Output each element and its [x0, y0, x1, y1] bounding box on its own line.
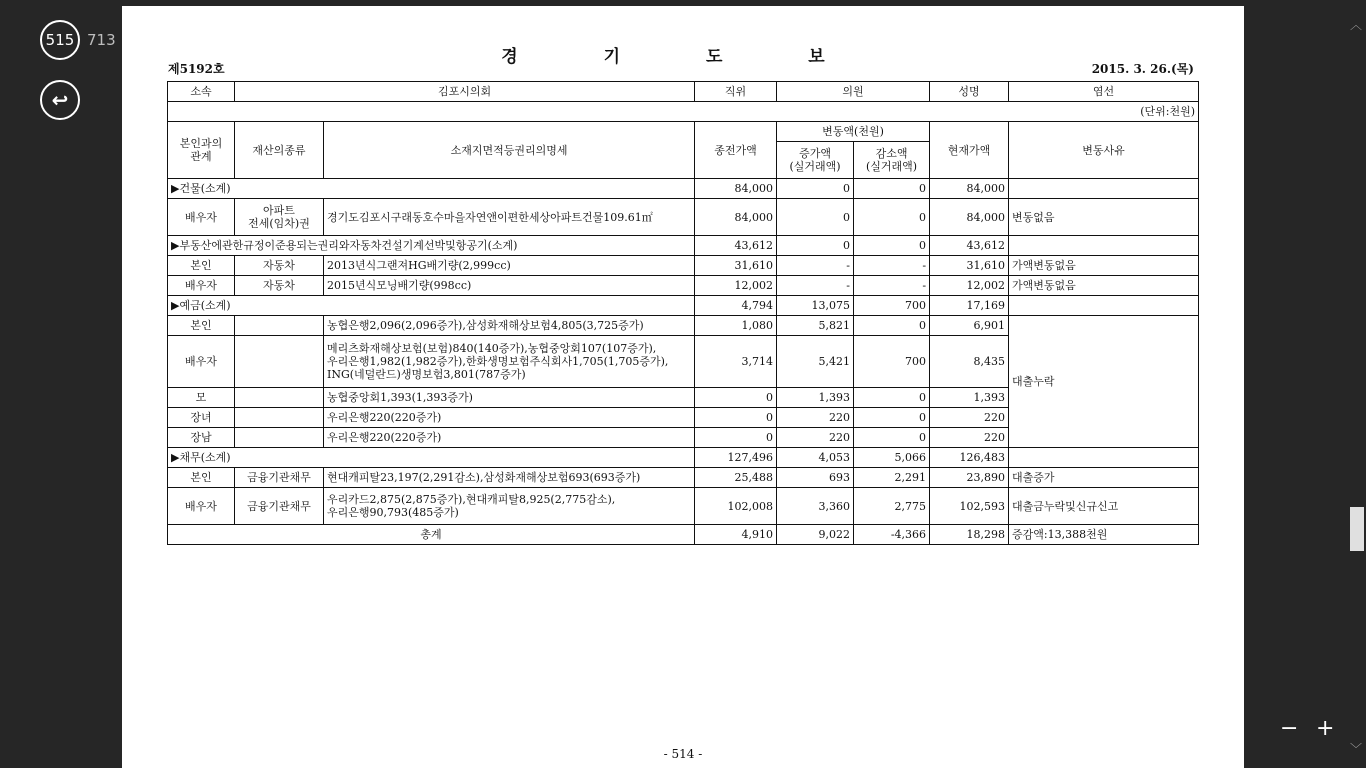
deposit-reason: 대출누락 [1009, 316, 1199, 448]
unit-label: (단위:천원) [168, 102, 1199, 122]
dec-value: 700 [854, 296, 930, 316]
table-row [168, 488, 1199, 525]
total-pages: 713 [87, 31, 116, 49]
dec-value: 2,775 [854, 488, 930, 525]
prev-value: 1,080 [695, 316, 777, 336]
name-cell [930, 82, 1009, 102]
prev-value: 84,000 [695, 199, 777, 236]
inc-value: - [777, 276, 854, 296]
prev-value: 0 [695, 428, 777, 448]
curr-value: 17,169 [930, 296, 1009, 316]
curr-value: 220 [930, 428, 1009, 448]
kind-value [235, 336, 324, 388]
prev-value: 127,496 [695, 448, 777, 468]
reason-value [1009, 179, 1199, 199]
kind-value: 자동차 [235, 276, 324, 296]
curr-value: 31,610 [930, 256, 1009, 276]
col-curr: 현재가액 [930, 122, 1009, 179]
prev-value: 102,008 [695, 488, 777, 525]
page-number: - 514 - [663, 747, 703, 761]
inc-value: 693 [777, 468, 854, 488]
table-row [168, 468, 1199, 488]
name-value: 염선 [1009, 82, 1199, 102]
reason-value: 증감액:13,388천원 [1009, 525, 1199, 545]
dec-value: -4,366 [854, 525, 930, 545]
dec-value: 700 [854, 336, 930, 388]
detail-value: 농협은행2,096(2,096증가),삼성화재해상보험4,805(3,725증가) [324, 316, 695, 336]
reason-value: 가액변동없음 [1009, 276, 1199, 296]
relation-value: 본인 [168, 256, 235, 276]
dec-value: 2,291 [854, 468, 930, 488]
inc-value: 4,053 [777, 448, 854, 468]
curr-value: 84,000 [930, 179, 1009, 199]
prev-value: 84,000 [695, 179, 777, 199]
curr-value: 102,593 [930, 488, 1009, 525]
doc-title: 경 기 도 보 [501, 47, 865, 67]
total-label: 총계 [168, 525, 695, 545]
col-reason: 변동사유 [1009, 122, 1199, 179]
col-change: 변동액(천원) [777, 122, 930, 142]
curr-value: 220 [930, 408, 1009, 428]
curr-value: 8,435 [930, 336, 1009, 388]
current-page-badge[interactable]: 515 [40, 20, 80, 60]
zoom-in-button[interactable]: + [1316, 716, 1335, 741]
curr-value: 1,393 [930, 388, 1009, 408]
zoom-out-button[interactable]: − [1280, 716, 1299, 741]
dec-value: 0 [854, 316, 930, 336]
dec-value: - [854, 256, 930, 276]
inc-value: 5,421 [777, 336, 854, 388]
col-kind: 재산의종류 [235, 122, 324, 179]
kind-value: 금융기관채무 [235, 468, 324, 488]
subtotal-label: ▶채무(소계) [168, 448, 695, 468]
column-header-row-1 [168, 122, 1199, 142]
prev-value: 25,488 [695, 468, 777, 488]
inc-value: 0 [777, 199, 854, 236]
detail-value: 경기도김포시구래동호수마을자연앤이편한세상아파트건물109.61㎡ [324, 199, 695, 236]
subtotal-label: ▶부동산에관한규정이준용되는권리와자동차건설기계선박및항공기(소계) [168, 236, 695, 256]
subtotal-row [168, 448, 1199, 468]
dec-value: 5,066 [854, 448, 930, 468]
reason-value: 가액변동없음 [1009, 256, 1199, 276]
reason-value: 대출금누락및신규신고 [1009, 488, 1199, 525]
detail-value: 2015년식모닝배기량(998cc) [324, 276, 695, 296]
curr-value: 23,890 [930, 468, 1009, 488]
dec-value: 0 [854, 388, 930, 408]
detail-value: 메리츠화재해상보험(보험)840(140증가),농협중앙회107(107증가), 우리은행1,982(1,982증가),한화생명보험주식회사1,705(1,705증가), ING(네덜란드)생명보험3,801(787증가) [324, 336, 695, 388]
reason-value [1009, 448, 1199, 468]
affiliation-label: 소속 [168, 82, 235, 102]
prev-value: 0 [695, 388, 777, 408]
relation-value: 장남 [168, 428, 235, 448]
relation-value: 배우자 [168, 199, 235, 236]
unit-row [168, 102, 1199, 122]
kind-value [235, 408, 324, 428]
inc-value: 0 [777, 179, 854, 199]
curr-value: 43,612 [930, 236, 1009, 256]
relation-value: 모 [168, 388, 235, 408]
kind-value: 금융기관채무 [235, 488, 324, 525]
total-row [168, 525, 1199, 545]
kind-value: 자동차 [235, 256, 324, 276]
inc-value: 0 [777, 236, 854, 256]
detail-value: 2013년식그랜져HG배기량(2,999cc) [324, 256, 695, 276]
dec-value: 0 [854, 428, 930, 448]
relation-value: 장녀 [168, 408, 235, 428]
curr-value: 6,901 [930, 316, 1009, 336]
subtotal-row [168, 179, 1199, 199]
inc-value: 220 [777, 428, 854, 448]
subtotal-label: ▶예금(소계) [168, 296, 695, 316]
position-value: 의원 [777, 82, 930, 102]
scroll-down-icon[interactable]: ﹀ [1350, 742, 1363, 756]
curr-value: 18,298 [930, 525, 1009, 545]
inc-value: 220 [777, 408, 854, 428]
relation-value: 배우자 [168, 336, 235, 388]
relation-value: 배우자 [168, 488, 235, 525]
document-page [122, 6, 1244, 768]
subtotal-row [168, 236, 1199, 256]
col-relation: 본인과의 관계 [168, 122, 235, 179]
dec-value: 0 [854, 408, 930, 428]
relation-value: 본인 [168, 316, 235, 336]
prev-value: 43,612 [695, 236, 777, 256]
prev-value: 4,794 [695, 296, 777, 316]
curr-value: 84,000 [930, 199, 1009, 236]
position-label: 직위 [695, 82, 777, 102]
prev-value: 0 [695, 408, 777, 428]
issue-date: 2015. 3. 26.(목) [1091, 62, 1194, 76]
dec-value: 0 [854, 199, 930, 236]
table-row [168, 199, 1199, 236]
name-label: 성명 [958, 85, 980, 98]
detail-value: 농협중앙회1,393(1,393증가) [324, 388, 695, 408]
affiliation-value: 김포시의회 [235, 82, 695, 102]
subtotal-label: ▶건물(소계) [168, 179, 695, 199]
inc-value: - [777, 256, 854, 276]
detail-value: 우리은행220(220증가) [324, 428, 695, 448]
dec-value: 0 [854, 236, 930, 256]
inc-value: 13,075 [777, 296, 854, 316]
inc-value: 5,821 [777, 316, 854, 336]
relation-value: 배우자 [168, 276, 235, 296]
reason-value: 변동없음 [1009, 199, 1199, 236]
dec-value: - [854, 276, 930, 296]
subtotal-row [168, 296, 1199, 316]
scroll-up-icon[interactable]: ︿ [1350, 18, 1363, 32]
back-arrow-icon: ↩ [51, 88, 69, 112]
inc-value: 1,393 [777, 388, 854, 408]
dec-value: 0 [854, 179, 930, 199]
col-dec: 감소액 (실거래액) [854, 142, 930, 179]
prev-value: 4,910 [695, 525, 777, 545]
table-row [168, 276, 1199, 296]
table-row [168, 316, 1199, 336]
relation-value: 본인 [168, 468, 235, 488]
inc-value: 3,360 [777, 488, 854, 525]
curr-value: 126,483 [930, 448, 1009, 468]
detail-value: 현대캐피탈23,197(2,291감소),삼성화재해상보험693(693증가) [324, 468, 695, 488]
prev-value: 31,610 [695, 256, 777, 276]
prev-value: 3,714 [695, 336, 777, 388]
reason-value [1009, 296, 1199, 316]
kind-value [235, 316, 324, 336]
col-prev: 종전가액 [695, 122, 777, 179]
detail-value: 우리카드2,875(2,875증가),현대캐피탈8,925(2,775감소), 우리은행90,793(485증가) [324, 488, 695, 525]
reason-value [1009, 236, 1199, 256]
inc-value: 9,022 [777, 525, 854, 545]
kind-value [235, 388, 324, 408]
prev-value: 12,002 [695, 276, 777, 296]
header-info-row [168, 82, 1199, 102]
back-button[interactable] [40, 80, 80, 120]
scrollbar-thumb[interactable] [1350, 507, 1364, 551]
kind-value [235, 428, 324, 448]
col-detail: 소재지면적등권리의명세 [324, 122, 695, 179]
kind-value: 아파트 전세(임차)권 [235, 199, 324, 236]
asset-table [167, 81, 1199, 545]
curr-value: 12,002 [930, 276, 1009, 296]
reason-value: 대출증가 [1009, 468, 1199, 488]
detail-value: 우리은행220(220증가) [324, 408, 695, 428]
col-inc: 증가액 (실거래액) [777, 142, 854, 179]
issue-number: 제5192호 [168, 62, 225, 76]
table-row [168, 256, 1199, 276]
